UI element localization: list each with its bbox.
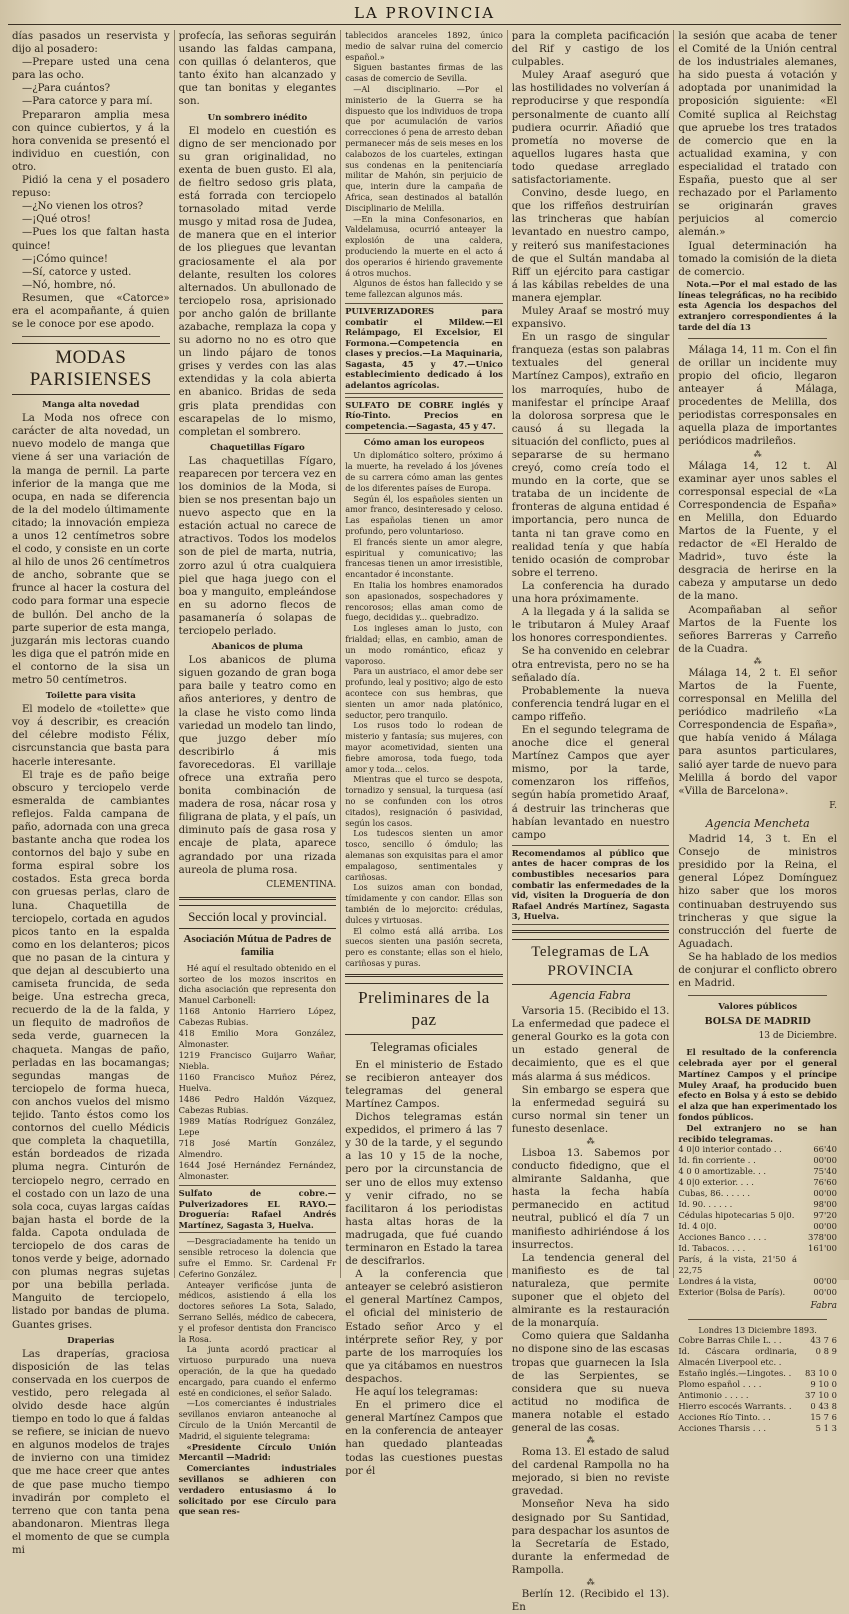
text: Hé aquí el resultado obtenido en el sorteo de los mozos inscritos en dicha asociación que representa don Manuel Carbonell:: [178, 962, 337, 1006]
quote-label: París, á la vista, 21'50 á 22,75: [678, 1254, 797, 1276]
heading: Telegramas oficiales: [370, 1038, 478, 1054]
quote-row: [678, 1335, 837, 1346]
divider: [688, 1319, 827, 1320]
quote-label: Id. Cáscara ordinaria, Almacén Liverpool etc. .: [678, 1346, 797, 1368]
separator-stars: ⁂: [586, 1578, 595, 1587]
text: Las chaquetillas Fígaro, reaparecen por tercera vez en los dominios de la Moda, si bien se nos presentan bajo un nuevo aspecto que en la estación actual no carece de atractivos. Todos los modelos son de piel de marta, nutria, zorro azul ú otra cualquiera piel que haga juego con el boa y manguito, empleándose en su adorno flecos de pasamanería ó solapas de terciopelo perlado.: [178, 455, 337, 638]
text: A la conferencia que anteayer se celebró asistieron el general Martínez Campos, el oficial del ministerio de Estado señor Arco y el intérprete señor Rey, y por parte de los marroquíes los que ya citábamos en nuestros despachos.: [345, 1269, 503, 1385]
quote-value: 97'20: [813, 1210, 837, 1221]
text: La junta acordó practicar al virtuoso purpurado una nueva operación, de la que ha quedado encargado, para cuando el enfermo esté en condiciones, el señor Salado.: [178, 1344, 337, 1398]
signature: F.: [829, 800, 837, 811]
column-3: [341, 30, 508, 1477]
text: —Desgraciadamente ha tenido un sensible retroceso la dolencia que sufre el Emmo. Sr. Cardenal Fr Ceferino González.: [178, 1236, 337, 1279]
text: Muley Araaf aseguró que las hostilidades no volverían á reproducirse y que respondía personalmente de cuanto allí pudiera ocurrir. Añadió que prometía no moverse de aquellos lugares hasta que todo quedase arreglado satisfactoriamente.: [511, 70, 670, 187]
text: El modelo de «toilette» que voy á describir, es creación del célebre modisto Félix, cisrcunstancia que basta para hacerle interesante.: [12, 704, 170, 768]
quotes-table: [678, 1144, 837, 1298]
quote-value: 5 1 3: [815, 1423, 837, 1434]
quote-label: 4 0 0 amortizable. . .: [678, 1166, 767, 1177]
quote-row: [678, 1368, 837, 1379]
text: Las draperías, graciosa disposición de las telas conservada en los cuerpos de vestido, pero relegada al olvido desde hace algún tiempo en todo lo que á faldas se refiere, se inician de nuevo en algunos modelos de trajes de invierno con una timidez que me hace creer que antes de que pase mucho tiempo invadirán por completo el terreno que con tanta pena abandonaron. Mientras llega el momento de que se cumpla mi: [12, 1348, 170, 1557]
quote-row: [678, 1221, 837, 1232]
section-title: Preliminares de la paz: [345, 983, 503, 1035]
text: —¡Qué otros!: [22, 214, 92, 226]
list-item: 1989 Matías Rodríguez González, Lepe: [178, 1116, 337, 1137]
text: En el ministerio de Estado se recibieron anteayer dos telegramas del general Martínez Campos.: [345, 1059, 503, 1110]
text: —En la mina Confesonarios, en Valdelamusa, ocurrió anteayer la explosión de una caldera, produciendo la muerte en el acto á dos operarios é hiriendo gravemente á otros muchos.: [345, 213, 503, 278]
text: La Moda nos ofrece con carácter de alta novedad, un nuevo modelo de manga que viene á ser una variación de la manga de pernil. La parte inferior de la manga que me ocupa, en nada se diferencia de la del modelo últimamente citado; la innovación empieza a unos 12 centímetros sobre el codo, y consiste en un corte al hilo de unos 26 centímetros de ancho, sobrante que se frunce al hacer la costura del codo para formar una especie de bullón. Del ancho de la parte superior de esta manga, juzgarán mis lectoras cuando les diga que el patrón mide en el contorno de la sisa un metro 50 centímetros.: [12, 413, 170, 687]
list-item: 718 José Martín González, Almendro.: [178, 1138, 337, 1159]
text: —Sí, catorce y usted.: [22, 266, 132, 278]
date: Londres 13 Diciembre 1893.: [698, 1324, 817, 1335]
text: Según él, los españoles sienten un amor franco, desinteresado y celoso. Las españolas tienen un amor profundo, pero voluntarioso.: [345, 493, 503, 537]
signature: CLEMENTINA.: [266, 879, 337, 890]
text: Siguen bastantes firmas de las casas de comercio de Sevilla.: [345, 62, 503, 84]
advertisement: Recomendamos al público que antes de hacer compras de los combustibles necesarios para combatir las enfermedades de la vid, visiten la Droguería de don Rafael Andrés Martínez, Sagasta 3, Huelva.: [512, 845, 670, 925]
divider: [688, 338, 827, 339]
text: Los suizos aman con bondad, tímidamente y con candor. Ellas son también de lo mejorcito: crédulas, dulces y virtuosas.: [345, 882, 503, 925]
quote-label: Exterior (Bolsa de París).: [678, 1287, 786, 1298]
text: —¿No vienen los otros?: [22, 201, 144, 213]
separator-stars: ⁂: [753, 449, 762, 459]
text: Monseñor Neva ha sido designado por Su Santidad, para despachar los asuntos de la Secretaría de Estado, durante la enfermedad de Rampolla.: [511, 1499, 670, 1576]
quote-label: Cubas, 86. . . . . .: [678, 1188, 751, 1199]
advertisement: SULFATO DE COBRE inglés y Río-Tinto. Precios en competencia.—Sagasta, 45 y 47.: [345, 397, 503, 435]
text: La conferencia ha durado una hora próximamente.: [511, 580, 670, 606]
text: Convino, desde luego, en que los riffeños destruirían las trincheras que habían levantado en nuestro campo, y reiteró sus manifestaciones de que el Sultán mandaba al Riff un ejército para castigar á las kábilas rebeldes de una manera ejemplar.: [511, 188, 670, 304]
section-title: MODAS PARISIENSES: [12, 343, 170, 395]
quote-value: 161'00: [808, 1243, 837, 1254]
quote-value: 66'40: [813, 1144, 837, 1155]
divider: [345, 974, 503, 977]
text: Del extranjero no se han recibido telegramas.: [678, 1122, 837, 1144]
column-1: [8, 30, 175, 1557]
quote-value: 37 10 0: [805, 1390, 837, 1401]
text: Dichos telegramas están expedidos, el primero á las 7 y 30 de la tarde, y el segundo a las 10 y 15 de la noche, pero por la circunstancia de ser uno de ellos muy extenso y venir cifrado, no se facilitaron á los periodistas hasta altas horas de la madrugada, que fué cuando terminaron en Estado la tarea de descifrarlos.: [345, 1112, 503, 1268]
advertisement: Sulfato de cobre.—Pulverizadores EL RAYO.—Droguería: Rafael Andrés Martínez, Sagasta 3, Huelva.: [179, 1185, 337, 1233]
header-rule: [8, 24, 841, 25]
text: En el segundo telegrama de anoche dice el general Martínez Campos que ayer mismo, por la tarde, comenzaron los riffeños, según había prometido Araaf, á destruir las trincheras que habían levantado en nuestro campo: [511, 724, 670, 841]
list-item: 1160 Francisco Muñoz Pérez, Huelva.: [178, 1072, 337, 1093]
quote-value: 98'00: [813, 1199, 837, 1210]
quote-label: Cobre Barras Chile L. . .: [678, 1335, 782, 1346]
signature: Fabra: [810, 1301, 837, 1312]
text: Un diplomático soltero, próximo á la muerte, ha revelado á los jóvenes de su carrera cómo aman las gentes de los diferentes países de Europa.: [345, 450, 503, 493]
text: Berlín 12. (Recibido el 13). En: [511, 1589, 670, 1614]
list: [179, 1006, 337, 1182]
text: días pasados un reservista y dijo al posadero:: [12, 31, 170, 56]
quote-value: 75'40: [813, 1166, 837, 1177]
text: El traje es de paño beige obscuro y terciopelo verde esmeralda de cambiantes reflejos. Falda campana de paño, adornada con una greca bastante ancha que rodea los contornos del bajo y sube en forma espiral sobre los costados. Esta greca borda con gruesas perlas, claro de luna. Chaquetilla de terciopelo, cortada en agudos picos tanto en la espalda como en los delanteros; picos que no pasan de la cintura y que dejan al descubierto una camiseta fruncida, de seda beige. Una estrecha greca, recuerdo de la de la falda, y un flequito de madroños de seda verde, guarnecen la chaqueta. Mangas de paño, perladas en las bocamangas; segundas mangas de terciopelo de forma hueca, con anchos vuelos del mismo tejido. Tanto éstos como los contornos del cuello Médicis que completa la chaquetilla, están bordeados de rizada pluma negra. Cinturón de terciopelo negro, cerrado en el costado con un lazo de una sola coca, cuyas largas caídas bajan hasta el borde de la falda. Capota ondulada de terciopelo de dos caras de tonos verde y beige, adornado con plumas negras sujetas por una bebilla perlada. Manguito de terciopelo, listado por bandas de pluma. Guantes grises.: [12, 769, 170, 1331]
quote-row: [678, 1379, 837, 1390]
separator-stars: ⁂: [586, 1436, 595, 1446]
quote-label: Estaño inglés.—Lingotes. .: [678, 1368, 792, 1379]
text: Málaga 14, 11 m. Con el fin de orillar un incidente muy propio del oficio, llegaron anteayer á Málaga, procedentes de Melilla, dos periodistas corresponsales en aquella plaza de importantes periódicos madrileños.: [678, 344, 837, 448]
text: He aquí los telegramas:: [355, 1387, 479, 1399]
text: A la llegada y á la salida se le tributaron á Muley Araaf los honores correspondientes.: [511, 607, 670, 645]
quote-row: [678, 1401, 837, 1412]
text: —Los comerciantes é industriales sevillanos enviaron anteanoche al Círculo de la Unión Mercantil de Madrid, el siguiente telegrama:: [178, 1398, 337, 1441]
quote-row: [678, 1276, 837, 1287]
quote-row: [678, 1254, 837, 1276]
subheading: Valores públicos: [718, 1002, 798, 1013]
text: la sesión que acaba de tener el Comité de la Unión central de los industriales alemanes, ha sido puesta á votación y adoptada por unanimidad la proposición siguiente: «El Comité suplica al Reichstag que apruebe los tres tratados de comercio que en la actualidad examina, y con especialidad el tratado con España, puesto que al ser rechazado por el Parlamento se originarán graves perjuicios al comercio alemán.»: [678, 31, 837, 239]
list-item: 418 Emilio Mora González, Almonaster.: [178, 1028, 337, 1049]
text: Algunos de éstos han fallecido y se teme fallezcan algunos más.: [345, 278, 503, 300]
text: Muley Araaf se mostró muy expansivo.: [511, 305, 670, 331]
text: —Para catorce y para mí.: [22, 96, 153, 108]
quote-row: [678, 1287, 837, 1298]
quote-value: 00'00: [813, 1221, 837, 1232]
quote-label: 4 0|0 interior contado . .: [678, 1144, 782, 1155]
text: Se ha convenido en celebrar otra entrevista, pero no se ha señalado día.: [511, 646, 670, 684]
list-item: 1644 José Hernández Fernández, Almonaster.: [178, 1160, 337, 1181]
quote-row: [678, 1177, 837, 1188]
quote-row: [678, 1243, 837, 1254]
text: profecía, las señoras seguirán usando las faldas campana, con quillas ó delanteros, que tanto éxito han alcanzado y que tan bonitas y elegantes son.: [178, 31, 337, 108]
subheading: Toilette para visita: [45, 691, 136, 702]
advertisement: PULVERIZADORES para combatir el Mildew.—El Relámpago, El Excelsior, El Formona.—Competencia en clases y precios.—La Maquinaria, Sagasta, 45 y 47.—Unico establecimiento dedicado á los adelantos agrícolas.: [345, 303, 503, 394]
text: Prepararon amplia mesa con quince cubiertos, y á la hora convenida se presentó el individuo en cuestión, con otro.: [12, 109, 170, 173]
text: Málaga 14, 2 t. El señor Martos de la Fuente, corresponsal en Melilla del periódico madrileño «La Correspondencia de España», que había venido á Málaga para asuntos particulares, salió ayer tarde de nuevo para Melilla á bordo del vapor «Villa de Barcelona».: [678, 667, 837, 797]
text: En el primero dice el general Martínez Campos que en la conferencia de anteayer han quedado planteadas todas las cuestiones puestas por él: [345, 1400, 503, 1477]
text: «Presidente Círculo Unión Mercantil —Madrid:: [178, 1441, 337, 1463]
quote-value: 0 8 9: [815, 1346, 837, 1357]
quote-label: Antimonio . . . . .: [678, 1390, 749, 1401]
date: 13 de Diciembre.: [758, 1031, 837, 1042]
column-4: [508, 30, 675, 1614]
quote-value: 83 10 0: [805, 1368, 837, 1379]
text: Varsoria 15. (Recibido el 13. La enfermedad que padece el general Gourko es la gota con un estado general de decaimiento, que es el que más alarma á sus médicos.: [511, 1006, 670, 1083]
quote-value: 00'00: [813, 1188, 837, 1199]
section-title: Sección local y provincial.: [179, 905, 337, 929]
quote-value: 43 7 6: [810, 1335, 837, 1346]
london-table: [678, 1335, 837, 1434]
text: —¿Para cuántos?: [22, 83, 111, 95]
subheading: Abanicos de pluma: [211, 642, 303, 653]
quote-row: [678, 1412, 837, 1423]
quote-label: Acciones Tharsis . . .: [678, 1423, 767, 1434]
subheading: Draperias: [67, 1335, 115, 1346]
text: Pidió la cena y el posadero repuso:: [12, 175, 170, 200]
quote-row: [678, 1155, 837, 1166]
divider: [688, 995, 827, 996]
subheading: Un sombrero inédito: [207, 112, 308, 123]
quote-label: 4 0|0 exterior. . . .: [678, 1177, 754, 1188]
text: La tendencia general del manifiesto es de tal naturaleza, que permite suponer que el objeto del almirante es la restauración de la monarquía.: [511, 1252, 670, 1330]
list-item: 1219 Francisco Guijarro Wañar, Niebla.: [178, 1050, 337, 1071]
separator-stars: ⁂: [753, 656, 762, 666]
text: Anteayer verificóse junta de médicos, asistiendo á ella los doctores señores La Sota, Salado, Serrano Sellés, médico de cabecera, y el profesor dentista don Francisco la Rosa.: [178, 1279, 337, 1344]
text: Como quiera que Saldanha no dispone sino de las escasas tropas que guarnecen la Isla de las Serpientes, se considera que su nueva actitud no modifica de manera notable el estado general de las cosas.: [511, 1331, 670, 1434]
quote-value: 00'00: [813, 1287, 837, 1298]
text: —Prepare usted una cena para las ocho.: [12, 57, 170, 82]
column-5: [674, 30, 841, 1434]
text: El colmo está allá arriba. Los suecos sienten una pasión secreta, pero es constante; ellas son el hielo, cariñosas y puras.: [345, 925, 503, 968]
heading: Asociación Mútua de Padres de familia: [183, 932, 332, 958]
quote-row: [678, 1210, 837, 1221]
quote-label: Id. 4 0|0.: [678, 1221, 717, 1232]
agency-title: Agencia Fabra: [550, 988, 631, 1002]
quote-row: [678, 1232, 837, 1243]
agency-title: Agencia Mencheta: [705, 816, 810, 830]
quote-row: [678, 1199, 837, 1210]
quote-label: Cédulas hipotecarias 5 0|0.: [678, 1210, 795, 1221]
quote-value: 9 10 0: [810, 1379, 837, 1390]
text: para la completa pacificación del Rif y castigo de los culpables.: [511, 31, 670, 69]
divider: [512, 930, 670, 933]
text: El resultado de la conferencia celebrada ayer por el general Martínez Campos y el príncipe Muley Araaf, ha producido buen efecto en Bolsa y á esto se debido el alza que han experimentado los fondos públicos.: [678, 1047, 837, 1123]
text: —¡Cómo quince!: [22, 253, 108, 265]
text: El francés siente un amor alegre, espiritual y comunicativo; las francesas tienen un amor irresistible, encantador é inconstante.: [345, 536, 503, 580]
quote-label: Acciones Banco . . . .: [678, 1232, 767, 1243]
text: Igual determinación ha tomado la comisión de la dieta de comercio.: [678, 240, 837, 278]
text: Roma 13. El estado de salud del cardenal Rampolla no ha mejorado, si bien no reviste gravedad.: [511, 1447, 670, 1498]
quote-value: [797, 1254, 837, 1276]
separator-stars: ⁂: [586, 1137, 595, 1146]
masthead: LA PROVINCIA: [353, 4, 496, 22]
text: En Italia los hombres enamorados son apasionados, sospechadores y rencorosos; ellas aman como de fuego, decididas y... quebradizo.: [345, 580, 503, 623]
quote-label: Hierro escocés Warrants. .: [678, 1401, 792, 1412]
quote-label: Id. 90. . . . . .: [678, 1199, 733, 1210]
quote-value: 76'60: [813, 1177, 837, 1188]
divider: [179, 897, 337, 900]
text: Madrid 14, 3 t. En el Consejo de ministros presidido por la Reina, el general López Domínguez hizo saber que los moros continuaban destruyendo sus trincheras y que sigue la construcción del fuerte de Aguadach.: [678, 834, 837, 950]
text: Mientras que el turco se despota, tornadizo y sensual, la turquesa (así no se confunden con los otros citados), resignación ó pasividad, según los casos.: [345, 774, 503, 828]
text: tablecidos aranceles 1892, único medio de salvar ruina del comercio español.»: [345, 30, 503, 62]
text: Los rusos todo lo rodean de misterio y fantasía; sus mujeres, con mayor acometividad, sienten una fiebre amorosa, toda fuego, toda amor y toda... celos.: [345, 720, 503, 774]
quote-row: [678, 1423, 837, 1434]
subheading: Manga alta novedad: [42, 400, 140, 411]
text: Los tudescos sienten un amor tosco, sencillo ó ómdulo; las alemanas son exquisitas para el amor empalagoso, sentimentales y cariñosas.: [345, 828, 503, 882]
text: Málaga 14, 12 t. Al examinar ayer unos sables el corresponsal especial de «La Correspondencia de España» en Melilla, don Eduardo Martos de la Fuente, y el redactor de «El Heraldo de Madrid», tuvo éste la desgracia de herirse en la cabeza y amputarse un dedo de la mano.: [678, 460, 837, 603]
section-title: Telegramas de LA PROVINCIA: [512, 939, 670, 985]
text: Los ingleses aman lo justo, con frialdad; ellas, en cambio, aman de un modo romántico, eficaz y vaporoso.: [345, 623, 503, 666]
quote-row: [678, 1188, 837, 1199]
text: —Al disciplinario. —Por el ministerio de la Guerra se ha dispuesto que los individuos de tropa que por acumulación de varios correcciones ó pena de arresto deban permanecer más de seis meses en los calabozos de los cuarteles, extingan sus condenas en la penitenciaría militar de Mahón, sin perjuicio de que, interin dure la campaña de Africa, sean destinados al batallón Disciplinario de Melilla.: [345, 83, 503, 213]
quote-row: [678, 1166, 837, 1177]
quote-label: Londres á la vista,: [678, 1276, 757, 1287]
quote-label: Id. Tabacos. . . .: [678, 1243, 746, 1254]
text: Los abanicos de pluma siguen gozando de gran boga para baile y teatro como en años anteriores, y dentro de la clase he visto como linda variedad un modelo tan lindo, que juzgo deber mío describirlo á mis favorecedoras. El varillaje ofrece una extraña pero bonita combinación de madera de rosa, nácar rosa y filigrana de plata, y el país, un diminuto país de gasa rosa y encaje de plata, aparece agrandado por una rizada aureola de pluma rosa.: [178, 655, 337, 876]
quote-row: [678, 1346, 837, 1368]
list-item: 1168 Antonio Harriero López, Cabezas Rubias.: [178, 1006, 337, 1027]
text: Comerciantes industriales sevillanos se adhieren con verdadero entusiasmo á lo solicitado por ese Círculo para que sean res-: [178, 1463, 337, 1517]
subheading: BOLSA DE MADRID: [704, 1016, 811, 1028]
text: Lisboa 13. Sabemos por conducto fidedigno, que el almirante Saldanha, que hasta la fecha había permanecido en actitud neutral, publicó el día 7 un manifiesto adhiriéndose á los insurrectos.: [511, 1148, 670, 1251]
divider: [22, 336, 160, 337]
quote-value: 00'00: [813, 1276, 837, 1287]
quote-label: Plomo español . . . .: [678, 1379, 762, 1390]
quote-value: 15 7 6: [810, 1412, 837, 1423]
text: Probablemente la nueva conferencia tendrá lugar en el campo riffeño.: [511, 685, 670, 723]
quote-row: [678, 1390, 837, 1401]
note: Nota.—Por el mal estado de las líneas telegráficas, no ha recibido esta Agencia los despachos del extranjero correspondientes á la tarde del día 13: [678, 278, 837, 332]
text: —Nó, hombre, nó.: [22, 279, 116, 291]
columns: [8, 30, 841, 1614]
quote-label: Id. fin corriente . .: [678, 1155, 756, 1166]
quote-value: 0 43 8: [810, 1401, 837, 1412]
subheading: Cómo aman los europeos: [363, 438, 485, 449]
quote-label: Acciones Río Tinto. . .: [678, 1412, 771, 1423]
list-item: 1486 Pedro Haldón Vázquez, Cabezas Rubias.: [178, 1094, 337, 1115]
quote-value: 378'00: [808, 1232, 837, 1243]
text: Para un austriaco, el amor debe ser profundo, leal y positivo; algo de esto acontece con sus hembras, que sienten un amor nada platónico, seductor, pero tranquilo.: [345, 666, 503, 720]
text: El modelo en cuestión es digno de ser mencionado por su gran originalidad, no exenta de buen gusto. El ala, de fieltro sedoso gris plata, está forrada con terciopelo tornasolado mitad verde musgo y mitad rosa de Judea, de manera que en el interior de los pliegues que levantan graciosamente el ala por delante, resulten los colores alternados. Un abullonado de terciopelo rosa, aprisionado por ancho galón de brillante azabache, remplaza la copa y su adorno no no es otro que un lindo pájaro de tonos grises y verdes con las alas extendidas y la cola abierta en abanico. Bridas de seda gris plata prendidas con escarapelas de lo mismo, completan el sombrero.: [178, 125, 337, 438]
text: En un rasgo de singular franqueza (estas son palabras textuales del general Martínez Campos), extraño en los marroquíes, hubo de manifestar el príncipe Araaf la dolorosa sorpresa que le causó á su llegada la situación del conflicto, pues al separarse de su hermano creyó, como creía todo el mundo en la corte, que se trataba de un incidente de fronteras de alguna entidad é importancia, pero nunca de tanta ni tan grave como en realidad tenía y que había tenido ocasión de comprobar sobre el terreno.: [511, 332, 670, 579]
text: Acompañaban al señor Martos de la Fuente los señores Barreras y Carreño de la Cuadra.: [678, 604, 837, 655]
subheading: Chaquetillas Fígaro: [210, 442, 305, 453]
column-2: [175, 30, 342, 1517]
text: Resumen, que «Catorce» era el acompañante, á quien se le conoce por ese apodo.: [12, 292, 170, 331]
text: Sin embargo se espera que la enfermedad seguirá su curso normal sin tener un funesto desenlace.: [511, 1084, 670, 1135]
quote-value: 00'00: [813, 1155, 837, 1166]
text: —Pues los que faltan hasta quince!: [12, 227, 170, 252]
text: Se ha hablado de los medios de conjurar el conflicto obrero en Madrid.: [678, 951, 837, 990]
quote-row: [678, 1144, 837, 1155]
